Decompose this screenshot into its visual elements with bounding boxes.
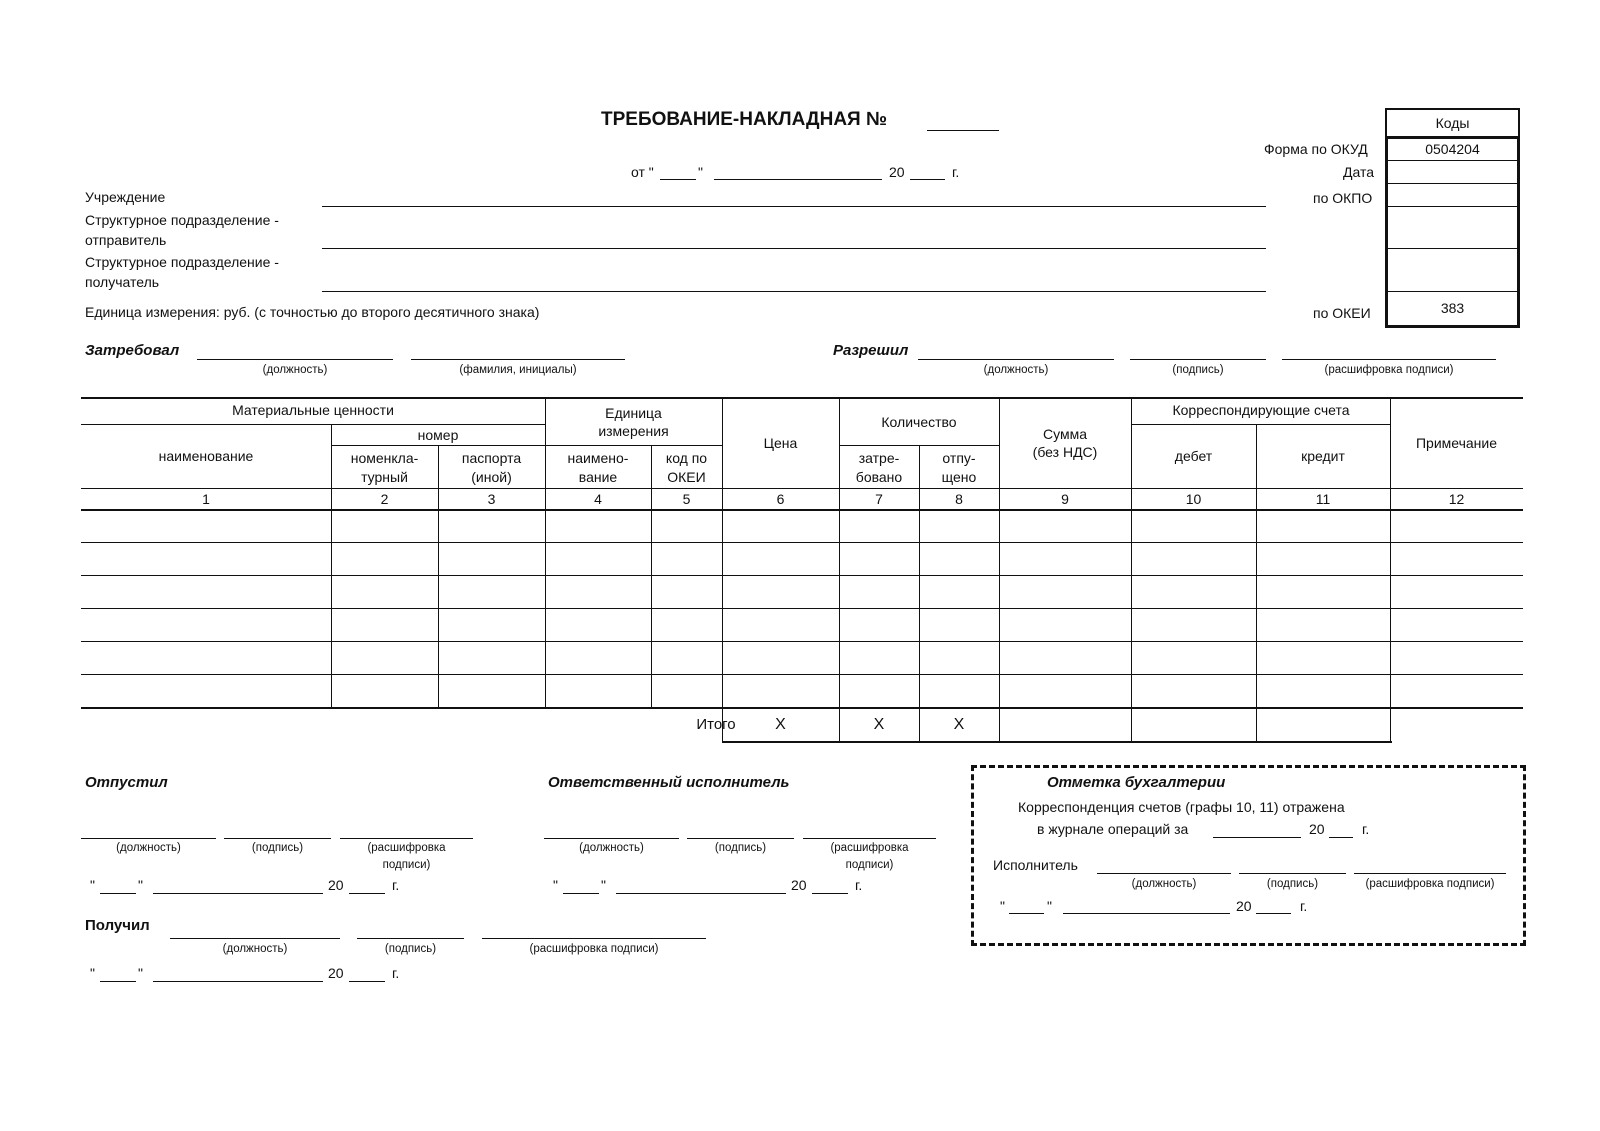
approved-decoding-caption: (расшифровка подписи) — [1324, 364, 1454, 376]
total-requested-x: X — [873, 716, 885, 733]
accounting-day-line[interactable] — [1009, 913, 1044, 914]
released-position-line[interactable] — [81, 838, 216, 839]
header-released-2: щено — [941, 469, 977, 485]
date-year-prefix: 20 — [889, 164, 905, 180]
sender-label-2: отправитель — [85, 232, 167, 248]
header-materials: Материальные ценности — [232, 402, 394, 418]
accounting-decoding-line[interactable] — [1354, 873, 1506, 874]
date-quote: " — [698, 164, 703, 180]
approved-label: Разрешил — [833, 342, 909, 359]
header-passport-1: паспорта — [461, 450, 522, 466]
received-signature-line[interactable] — [357, 938, 464, 939]
executor-date-quote: " — [601, 877, 606, 893]
institution-label: Учреждение — [85, 189, 166, 205]
table-line — [722, 741, 1392, 743]
codes-box — [1385, 108, 1520, 328]
executor-year-line[interactable] — [812, 893, 848, 894]
released-date-quote: " — [90, 877, 95, 893]
accounting-date-year-prefix: 20 — [1236, 898, 1252, 914]
accounting-date-quote: " — [1047, 898, 1052, 914]
released-decoding-caption-1: (расшифровка — [367, 842, 446, 854]
codes-header: Коды — [1385, 108, 1520, 136]
approved-signature-caption: (подпись) — [1172, 364, 1224, 376]
approved-decoding-line[interactable] — [1282, 359, 1496, 360]
table-line — [81, 608, 1523, 609]
header-okei-2: ОКЕИ — [667, 469, 706, 485]
col-number: 5 — [682, 491, 691, 507]
header-sum-2: (без НДС) — [1032, 444, 1098, 460]
okei-label: по ОКЕИ — [1313, 305, 1371, 321]
released-position-caption: (должность) — [116, 842, 181, 854]
requested-name-line[interactable] — [411, 359, 625, 360]
table-border-top — [81, 397, 1523, 399]
date-month-line[interactable] — [714, 179, 882, 180]
executor-label: Ответственный исполнитель — [548, 774, 790, 791]
okud-label: Форма по ОКУД — [1264, 141, 1368, 157]
requested-label: Затребовал — [85, 342, 180, 359]
col-number: 6 — [776, 491, 785, 507]
table-vline — [545, 397, 546, 707]
document-title: ТРЕБОВАНИЕ-НАКЛАДНАЯ № — [601, 109, 888, 130]
col-number: 8 — [955, 491, 963, 507]
released-day-line[interactable] — [100, 893, 136, 894]
released-signature-line[interactable] — [224, 838, 331, 839]
received-decoding-line[interactable] — [482, 938, 706, 939]
released-year-suffix: г. — [392, 877, 400, 893]
receiver-label-1: Структурное подразделение - — [85, 254, 279, 270]
okpo-code-cell[interactable] — [1388, 184, 1517, 207]
received-decoding-caption: (расшифровка подписи) — [529, 943, 659, 955]
executor-decoding-caption-2: подписи) — [845, 859, 894, 871]
header-released-1: отпу- — [942, 450, 976, 466]
accounting-date-quote: " — [1000, 898, 1005, 914]
executor-signature-caption: (подпись) — [714, 842, 767, 854]
released-decoding-line[interactable] — [340, 838, 473, 839]
executor-year-prefix: 20 — [791, 877, 807, 893]
requested-position-line[interactable] — [197, 359, 393, 360]
header-debit: дебет — [1174, 448, 1213, 464]
approved-position-caption: (должность) — [983, 364, 1049, 376]
accounting-line-1: Корреспонденция счетов (графы 10, 11) отражена — [1018, 799, 1345, 815]
header-nomen-1: номенкла- — [350, 450, 419, 466]
received-month-line[interactable] — [153, 981, 323, 982]
header-unit-2: измерения — [598, 423, 669, 439]
codes-frame — [1385, 136, 1520, 328]
executor-day-line[interactable] — [563, 893, 599, 894]
executor-position-line[interactable] — [544, 838, 679, 839]
okpo-label: по ОКПО — [1313, 190, 1373, 206]
header-okei-1: код по — [665, 450, 708, 466]
executor-month-line[interactable] — [616, 893, 786, 894]
header-passport-2: (иной) — [471, 469, 512, 485]
table-line — [545, 445, 722, 446]
accounting-date-year-suffix: г. — [1300, 898, 1308, 914]
header-unit-name-1: наимено- — [567, 450, 629, 466]
accounting-year-suffix: г. — [1362, 821, 1370, 837]
executor-date-quote: " — [553, 877, 558, 893]
accounting-signature-line[interactable] — [1239, 873, 1346, 874]
date-code-cell[interactable] — [1388, 161, 1517, 184]
accounting-month-line[interactable] — [1063, 913, 1230, 914]
col-number: 12 — [1448, 491, 1465, 507]
header-accounts: Корреспондирующие счета — [1172, 402, 1350, 418]
executor-position-caption: (должность) — [579, 842, 644, 854]
header-nomen-2: турный — [361, 469, 408, 485]
executor-decoding-line[interactable] — [803, 838, 936, 839]
released-year-line[interactable] — [349, 893, 385, 894]
col-number: 10 — [1185, 491, 1202, 507]
table-line — [1131, 424, 1391, 425]
accounting-position-caption: (должность) — [1131, 878, 1197, 890]
accounting-date-year-line[interactable] — [1256, 913, 1291, 914]
header-unit-1: Единица — [605, 405, 662, 421]
received-year-suffix: г. — [392, 965, 400, 981]
total-label: Итого — [696, 716, 736, 733]
receiver-label-2: получатель — [85, 274, 160, 290]
received-date-quote: " — [138, 965, 143, 981]
header-sum-1: Сумма — [1043, 426, 1087, 442]
header-unit-name-2: вание — [578, 469, 618, 485]
okud-value[interactable]: 0504204 — [1388, 139, 1517, 161]
total-released-x: X — [953, 716, 965, 733]
sender-label-1: Структурное подразделение - — [85, 212, 279, 228]
table-vline — [1256, 424, 1257, 742]
accounting-line-2: в журнале операций за — [1037, 821, 1189, 837]
accounting-decoding-caption: (расшифровка подписи) — [1365, 878, 1495, 890]
document-number-line[interactable] — [927, 130, 999, 131]
header-number: номер — [417, 427, 459, 443]
table-line — [81, 509, 1523, 511]
received-year-line[interactable] — [349, 981, 385, 982]
date-code-label: Дата — [1343, 164, 1375, 180]
col-number: 9 — [1061, 491, 1069, 507]
executor-year-suffix: г. — [855, 877, 863, 893]
materials-table — [81, 397, 1523, 742]
accounting-period-line[interactable] — [1213, 837, 1301, 838]
requested-name-caption: (фамилия, инициалы) — [459, 364, 577, 376]
institution-line[interactable] — [322, 206, 1266, 207]
okei-value[interactable]: 383 — [1440, 300, 1465, 316]
table-line — [81, 575, 1523, 576]
header-credit: кредит — [1301, 448, 1345, 464]
released-signature-caption: (подпись) — [251, 842, 304, 854]
accounting-signature-caption: (подпись) — [1266, 878, 1319, 890]
received-signature-caption: (подпись) — [384, 943, 437, 955]
header-note: Примечание — [1415, 435, 1498, 451]
released-date-quote: " — [138, 877, 143, 893]
header-name: наименование — [158, 448, 254, 464]
table-vline — [839, 397, 840, 742]
date-year-suffix: г. — [952, 164, 960, 180]
date-year-line[interactable] — [910, 179, 945, 180]
executor-signature-line[interactable] — [687, 838, 794, 839]
unit-label: Единица измерения: руб. (с точностью до второго десятичного знака) — [85, 304, 540, 320]
approved-signature-line[interactable] — [1130, 359, 1266, 360]
header-requested-2: бовано — [855, 469, 903, 485]
sender-code-cell[interactable] — [1388, 207, 1517, 249]
table-line — [81, 542, 1523, 543]
received-position-line[interactable] — [170, 938, 340, 939]
released-label: Отпустил — [85, 774, 168, 791]
table-vline — [919, 445, 920, 742]
accounting-label: Отметка бухгалтерии — [1047, 774, 1226, 791]
col-number: 3 — [487, 491, 496, 507]
col-number: 7 — [875, 491, 883, 507]
receiver-line[interactable] — [322, 291, 1266, 292]
receiver-code-cell[interactable] — [1388, 249, 1517, 292]
date-day-line[interactable] — [660, 179, 696, 180]
header-requested-1: затре- — [858, 450, 900, 466]
table-line — [81, 488, 1523, 489]
accounting-performer-label: Исполнитель — [993, 857, 1078, 873]
received-year-prefix: 20 — [328, 965, 344, 981]
received-label: Получил — [85, 917, 150, 934]
accounting-mark-box — [971, 765, 1526, 946]
released-month-line[interactable] — [153, 893, 323, 894]
table-line — [81, 641, 1523, 642]
header-qty: Количество — [881, 414, 957, 430]
sender-line[interactable] — [322, 248, 1266, 249]
table-line — [81, 674, 1523, 675]
col-number: 11 — [1315, 491, 1331, 507]
received-position-caption: (должность) — [222, 943, 288, 955]
executor-decoding-caption-1: (расшифровка — [830, 842, 909, 854]
table-line — [81, 424, 545, 425]
approved-position-line[interactable] — [918, 359, 1114, 360]
total-price-x: X — [775, 716, 786, 733]
col-number: 4 — [594, 491, 602, 507]
accounting-year-prefix: 20 — [1309, 821, 1325, 837]
received-date-quote: " — [90, 965, 95, 981]
released-decoding-caption-2: подписи) — [382, 859, 431, 871]
accounting-year-line[interactable] — [1329, 837, 1353, 838]
released-year-prefix: 20 — [328, 877, 344, 893]
accounting-position-line[interactable] — [1097, 873, 1231, 874]
header-price: Цена — [763, 435, 798, 451]
received-day-line[interactable] — [100, 981, 136, 982]
col-number: 2 — [380, 491, 389, 507]
col-number: 1 — [202, 491, 210, 507]
table-line — [81, 707, 1523, 709]
date-from-label: от " — [631, 164, 654, 180]
requested-position-caption: (должность) — [262, 364, 328, 376]
